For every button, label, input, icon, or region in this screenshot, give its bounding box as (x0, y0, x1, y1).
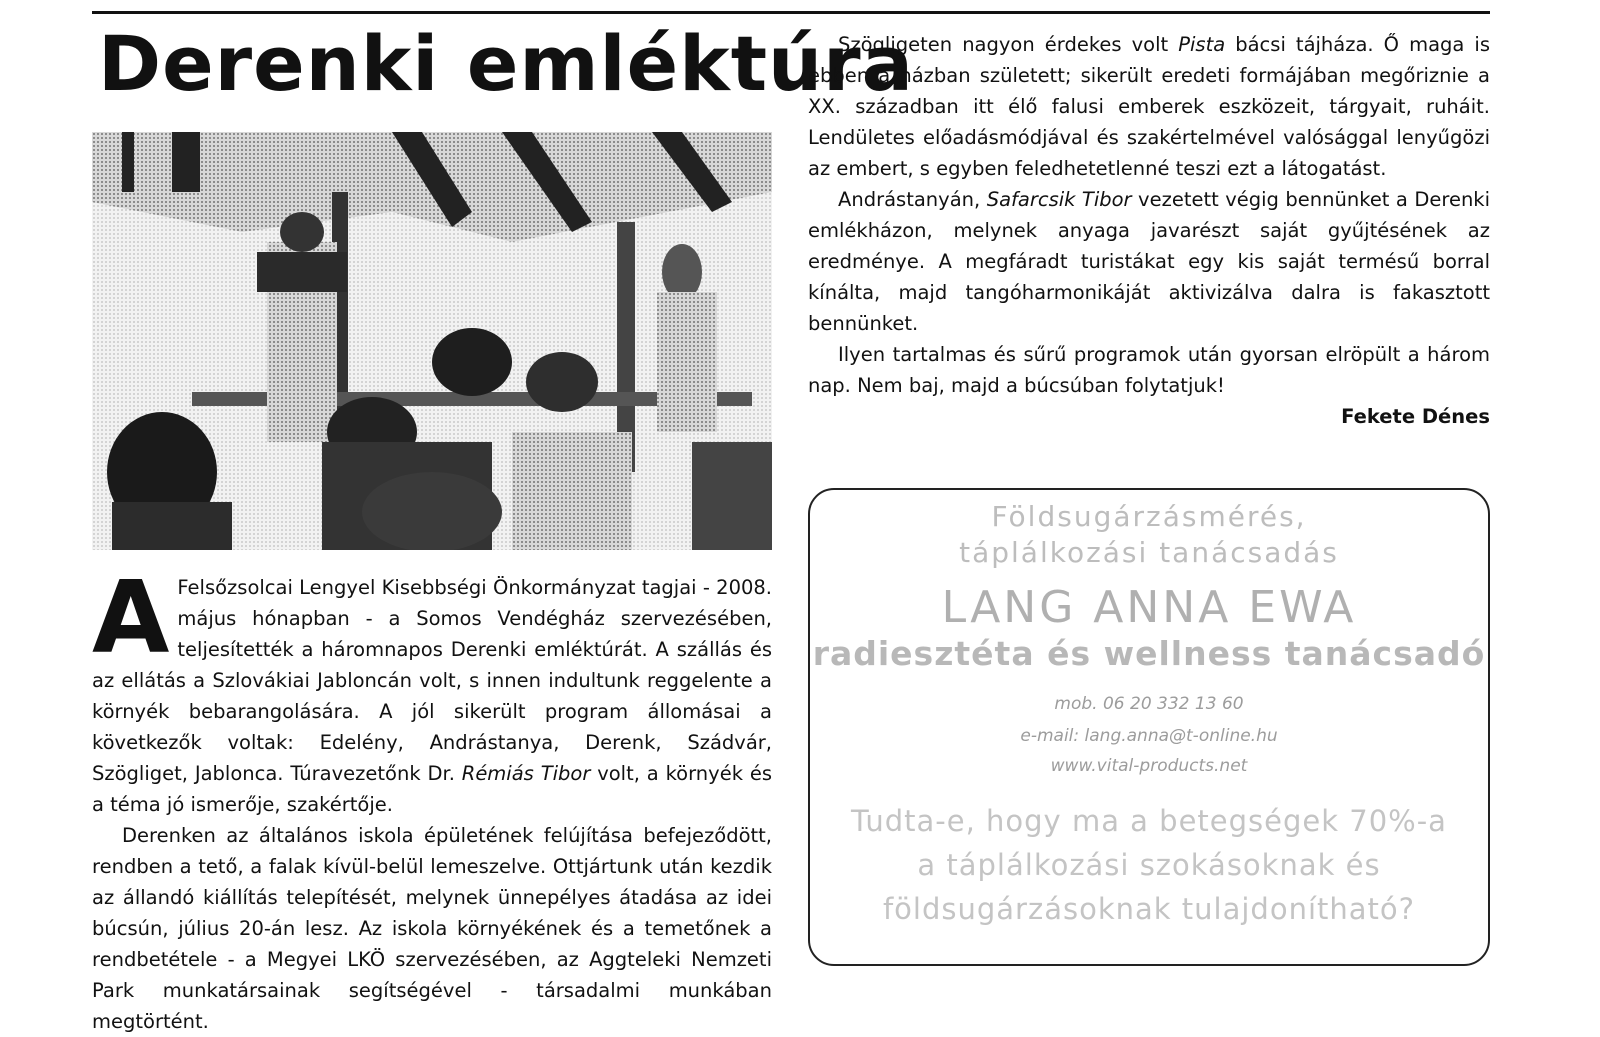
article-author: Fekete Dénes (1341, 405, 1490, 428)
ad-profession: radiesztéta és wellness tanácsadó (812, 634, 1486, 673)
drop-cap: A (92, 559, 170, 676)
paragraph-text: vezetett végig bennünket a Derenki emlékházon, melynek anyaga javarészt saját gyűjtésének az eredménye. A megfáradt turistákat egy kis saját termésű borral kínálta, majd tangóharmonikáját aktivizálva dalra is fakasztott bennünket. (808, 188, 1491, 335)
top-rule (92, 11, 1490, 14)
article-paragraph-3 (808, 29, 1490, 184)
host-name: Pista (1178, 33, 1226, 56)
advertisement-box (808, 488, 1490, 966)
article-column-left (92, 559, 772, 1037)
article-photo (92, 132, 772, 550)
ad-question-line-1: Tudta-e, hogy ma a betegségek 70%-a (851, 804, 1447, 838)
ad-question-line-3: földsugárzásoknak tulajdonítható? (882, 892, 1416, 926)
paragraph-text: bácsi tájháza. Ő maga is ebben a házban született; sikerült eredeti formájában megőriznie a XX. században itt élő falusi emberek eszközeit, tárgyait, ruháit. Lendületes előadásmódjával és szakértelmével valósággal lenyűgözi az embert, s egyben feledhetetlenné teszi ezt a látogatást. (808, 33, 1490, 180)
article-paragraph-2: Derenken az általános iskola épületének felújítása befejeződött, rendben a tető, a falak kívül-belül lemeszelve. Ottjártunk után kezdik az állandó kiállítás telepítését, melynek ünnepélyes átadása az idei búcsún, július 20-án lesz. Az iskola környékének és a temetőnek a rendbetétele - a Megyei LKÖ szervezésében, az Aggteleki Nemzeti Park munkatársainak segítségével - társadalmi munkában megtörtént. (92, 824, 772, 1033)
ad-line-2: táplálkozási tanácsadás (959, 536, 1339, 569)
ad-email: e-mail: lang.anna@t-online.hu (1020, 726, 1278, 746)
ad-question-line-2: a táplálkozási szokásoknak és (917, 848, 1381, 882)
paragraph-text: Andrástanyán, (838, 188, 987, 211)
article-title: Derenki emléktúra (98, 19, 914, 108)
host-name: Safarcsik Tibor (986, 188, 1132, 211)
paragraph-text: Felsőzsolcai Lengyel Kisebbségi Önkormányzat tagjai - 2008. május hónapban - a Somos Vendégház szervezésében, teljesítették a háromnapos Derenki emléktúrát. A szállás és az ellátás a Szlovákiai Jabloncán volt, s innen indultunk reggelente a környék bebarangolására. A jól sikerült program állomásai a következők voltak: Edelény, Andrástanya, Derenk, Szádvár, Szögliget, Jablonca. Túravezetőnk Dr. (92, 576, 772, 785)
article-paragraph-4 (808, 184, 1490, 339)
ad-website: www.vital-products.net (1050, 756, 1248, 776)
ad-line-1: Földsugárzásmérés, (991, 500, 1307, 533)
paragraph-text: volt, a környék és a téma jó ismerője, szakértője. (92, 762, 772, 816)
paragraph-text: Szögligeten nagyon érdekes volt (838, 33, 1179, 56)
ad-phone: mob. 06 20 332 13 60 (1054, 694, 1244, 714)
article-paragraph-5: Ilyen tartalmas és sűrű programok után gyorsan elröpült a három nap. Nem baj, majd a búcsúban folytatjuk! (808, 343, 1490, 397)
article-column-right (808, 29, 1490, 432)
ad-name: LANG ANNA EWA (941, 582, 1357, 633)
article-paragraph-1 (92, 559, 772, 820)
guide-name: Rémiás Tibor (461, 762, 591, 785)
